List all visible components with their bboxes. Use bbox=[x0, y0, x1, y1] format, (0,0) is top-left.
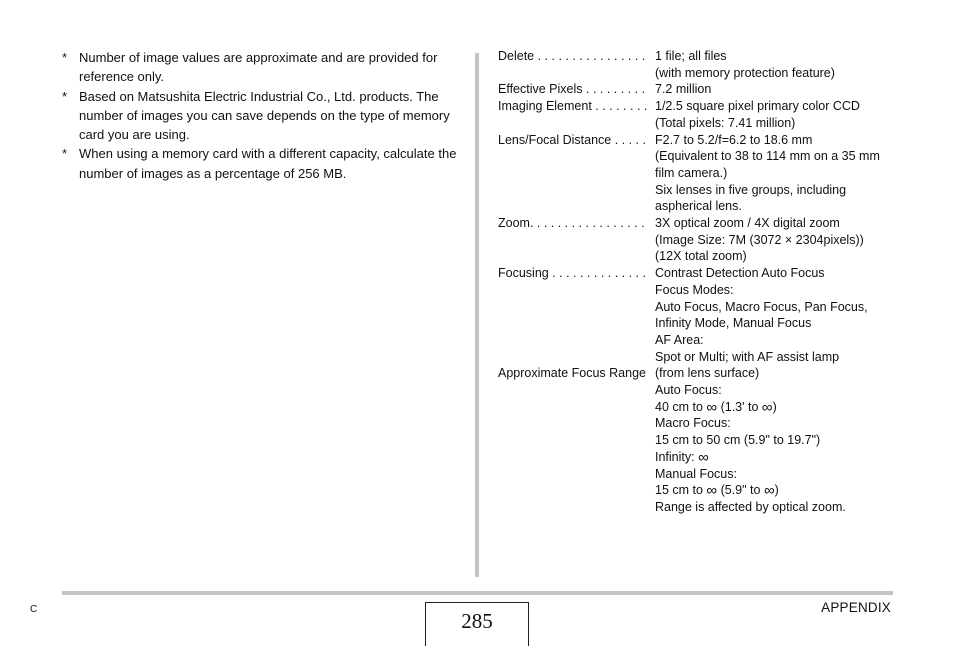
spec-row bbox=[498, 98, 918, 131]
spec-value-line: Auto Focus: bbox=[655, 383, 722, 398]
spec-value-line: Auto Focus, Macro Focus, Pan Focus, bbox=[655, 299, 868, 314]
spec-value bbox=[655, 81, 918, 98]
infinity-symbol: ∞ bbox=[763, 482, 775, 500]
footnote-text: Based on Matsushita Electric Industrial Co., Ltd. products. The number of images you can save depends on the type of memory card you are using. bbox=[79, 88, 450, 143]
spec-row bbox=[498, 132, 918, 216]
spec-value-line: Infinity Mode, Manual Focus bbox=[655, 316, 812, 331]
spec-value bbox=[655, 48, 918, 81]
spec-value-line: (Equivalent to 38 to 114 mm on a 35 mm bbox=[655, 149, 880, 164]
spec-value-line: (from lens surface) bbox=[655, 366, 760, 381]
infinity-symbol: ∞ bbox=[706, 482, 718, 500]
spec-label: Approximate Focus Range bbox=[498, 366, 646, 381]
spec-value-line: Manual Focus: bbox=[655, 466, 737, 481]
spec-value-line: Focus Modes: bbox=[655, 282, 734, 297]
spec-value-line: Contrast Detection Auto Focus bbox=[655, 266, 825, 281]
spec-label: Focusing . . . . . . . . . . . . . . bbox=[498, 266, 646, 281]
spec-value-line: 40 cm to ∞ (1.3' to ∞) bbox=[655, 398, 777, 416]
spec-value-line: 1/2.5 square pixel primary color CCD bbox=[655, 99, 860, 114]
footnote-text: Number of image values are approximate and are provided for reference only. bbox=[79, 50, 438, 85]
spec-value bbox=[655, 132, 918, 216]
spec-value-line: (with memory protection feature) bbox=[655, 65, 835, 80]
spec-value-line: Spot or Multi; with AF assist lamp bbox=[655, 349, 840, 364]
spec-list bbox=[498, 48, 918, 516]
spec-value-line: (Image Size: 7M (3072 × 2304pixels)) bbox=[655, 232, 864, 247]
spec-value-line: Macro Focus: bbox=[655, 416, 731, 431]
spec-value-line: F2.7 to 5.2/f=6.2 to 18.6 mm bbox=[655, 132, 813, 147]
spec-value-line: (12X total zoom) bbox=[655, 249, 747, 264]
spec-row bbox=[498, 365, 918, 515]
spec-value-line: film camera.) bbox=[655, 165, 728, 180]
spec-value bbox=[655, 365, 918, 515]
infinity-symbol: ∞ bbox=[706, 398, 718, 416]
spec-value-line: Range is affected by optical zoom. bbox=[655, 499, 846, 514]
footnote-marker: * bbox=[62, 88, 68, 104]
spec-value bbox=[655, 98, 918, 131]
spec-value-line: Six lenses in five groups, including bbox=[655, 182, 847, 197]
column-divider bbox=[475, 53, 479, 577]
spec-label: Zoom. . . . . . . . . . . . . . . . . bbox=[498, 216, 645, 231]
section-title: APPENDIX bbox=[821, 600, 891, 615]
spec-value-line: aspherical lens. bbox=[655, 199, 742, 214]
footnote bbox=[62, 48, 462, 87]
spec-row bbox=[498, 265, 918, 365]
spec-row bbox=[498, 81, 918, 98]
spec-value bbox=[655, 265, 918, 365]
footnote bbox=[62, 144, 462, 183]
spec-label: Lens/Focal Distance . . . . . bbox=[498, 132, 646, 147]
spec-label: Effective Pixels . . . . . . . . . bbox=[498, 82, 646, 97]
spec-label: Imaging Element . . . . . . . . bbox=[498, 99, 648, 114]
footnote bbox=[62, 87, 462, 145]
spec-value-line: 15 cm to 50 cm (5.9" to 19.7") bbox=[655, 433, 821, 448]
spec-value-line: 15 cm to ∞ (5.9" to ∞) bbox=[655, 482, 779, 500]
spec-value bbox=[655, 215, 918, 265]
corner-mark: C bbox=[30, 604, 38, 615]
spec-label: Delete . . . . . . . . . . . . . . . . bbox=[498, 49, 646, 63]
spec-value-line: 1 file; all files bbox=[655, 49, 727, 63]
footnotes bbox=[62, 48, 462, 183]
spec-row bbox=[498, 48, 918, 81]
spec-value-line: 7.2 million bbox=[655, 82, 712, 97]
infinity-symbol: ∞ bbox=[761, 398, 773, 416]
spec-value-line: Infinity: ∞ bbox=[655, 448, 709, 466]
spec-value-line: (Total pixels: 7.41 million) bbox=[655, 115, 796, 130]
spec-value-line: AF Area: bbox=[655, 332, 704, 347]
page-number: 285 bbox=[425, 602, 529, 646]
footnote-text: When using a memory card with a different capacity, calculate the number of images as a percentage of 256 MB. bbox=[79, 146, 457, 181]
footnote-marker: * bbox=[62, 146, 68, 162]
infinity-symbol: ∞ bbox=[698, 448, 709, 466]
spec-value-line: 3X optical zoom / 4X digital zoom bbox=[655, 216, 840, 231]
footer-rule bbox=[62, 591, 893, 595]
spec-row bbox=[498, 215, 918, 265]
footnote-marker: * bbox=[62, 50, 68, 65]
